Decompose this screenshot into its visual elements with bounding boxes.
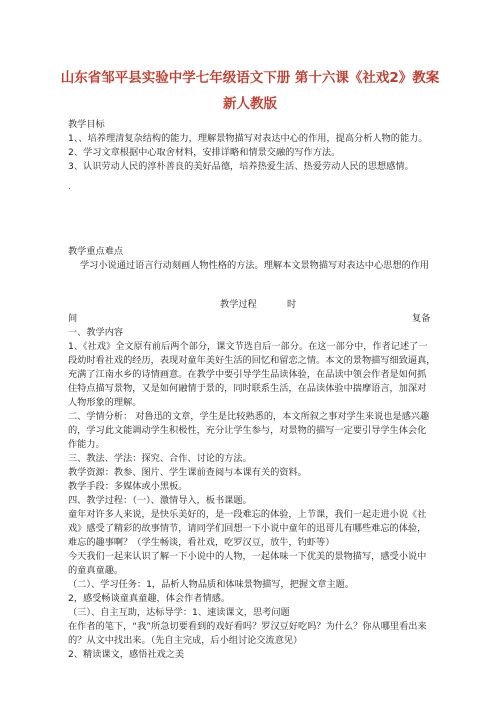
body-line: 二、学情分析： 对鲁迅的文章，学生是比较熟悉的，本文所叙之事对学生来说也是感兴趣	[68, 411, 430, 422]
time-label-1: 时	[287, 299, 297, 310]
objectives-heading: 教学目标	[68, 119, 105, 130]
body-line: （三）、自主互助，达标导学：1、速读课文，思考问题	[68, 607, 290, 618]
body-line: 在作者的笔下，“我”所急切要看到的戏好看吗？罗汉豆好吃吗？为什么？你从哪里看出来	[68, 621, 427, 632]
body-line: 教学资源：教参、图片、学生课前查阅与本课有关的资料。	[68, 467, 307, 478]
body-line: 2，感受畅谈童真童趣，体会作者情感。	[68, 593, 231, 604]
body-line: 戏》感受了精彩的故事情节，请同学们回想一下小说中童年的迅哥儿有哪些难忘的体验，	[68, 523, 427, 534]
body-line: 三、教法、学法：探究、合作、讨论的方法。	[68, 453, 252, 464]
body-line: 一、教学内容	[68, 327, 124, 338]
document-subtitle: 新人教版	[223, 96, 277, 112]
process-heading: 教学过程	[220, 299, 257, 310]
time-label-2: 间	[68, 313, 78, 324]
objective-item-2: 2、学习文章根据中心取舍材料，安排详略和情景交融的写作方法。	[68, 147, 341, 158]
body-line: 住特点描写景物，又是如何融情于景的，同时联系生活，在品读体验中揣摩语言，加深对	[68, 383, 427, 394]
body-line: 难忘的趣事啊？（学生畅谈，看社戏，吃罗汉豆，放牛，钓虾等）	[68, 537, 335, 548]
body-line: 童年对许多人来说，是快乐美好的，是一段难忘的体验，上节课，我们一起走进小说《社	[68, 509, 427, 520]
objective-item-1: 1、、培养理清复杂结构的能力，理解景物描写对表达中心的作用，提高分析人物的能力。	[68, 133, 428, 144]
body-line: 作能力。	[68, 439, 105, 450]
body-line: 的，学习此文能调动学生积极性，充分让学生参与，对景物的描写一定要引导学生体会化	[68, 425, 427, 436]
objective-item-3: 3、认识劳动人民的淳朴善良的美好品德，培养热爱生活、热爱劳动人民的思想感情。	[68, 161, 414, 172]
body-line: 充满了江南水乡的诗情画意。在教学中要引导学生品读体验，在品读中领会作者是如何抓	[68, 369, 427, 380]
key-points-heading: 教学重点难点	[68, 246, 124, 257]
body-line: 四、教学过程：（一）、激情导入，板书课题。	[68, 495, 252, 506]
body-line: 的童真童趣。	[68, 565, 124, 576]
key-points-text: 学习小说通过语言行动刻画人物性格的方法。理解本文景物描写对表达中心思想的作用	[80, 260, 430, 271]
body-line: 的？从文中找出来。（先自主完成，后小组讨论交流意见）	[68, 635, 303, 646]
body-line: （二）、学习任务：1，品析人物品质和体味景物描写，把握文章主题。	[68, 579, 355, 590]
body-line: 段幼时看社戏的经历，表现对童年美好生活的回忆和留恋之情。本文的景物描写细致逼真，	[68, 355, 436, 366]
stray-dot: .	[68, 182, 71, 192]
body-line: 今天我们一起来认识了解一下小说中的人物，一起体味一下优美的景物描写，感受小说中	[68, 551, 427, 562]
body-line: 人物形象的理解。	[68, 397, 142, 408]
document-title: 山东省邹平县实验中学七年级语文下册 第十六课《社戏2》教案	[60, 70, 440, 86]
body-line: 1、《社戏》全文原有前后两个部分，课文节选自后一部分。在这一部分中，作者记述了一	[68, 341, 428, 352]
notes-label: 复备	[412, 313, 431, 324]
body-line: 2、精读课文，感悟社戏之美	[68, 649, 185, 660]
body-line: 教学手段：多媒体或小黑板。	[68, 481, 188, 492]
